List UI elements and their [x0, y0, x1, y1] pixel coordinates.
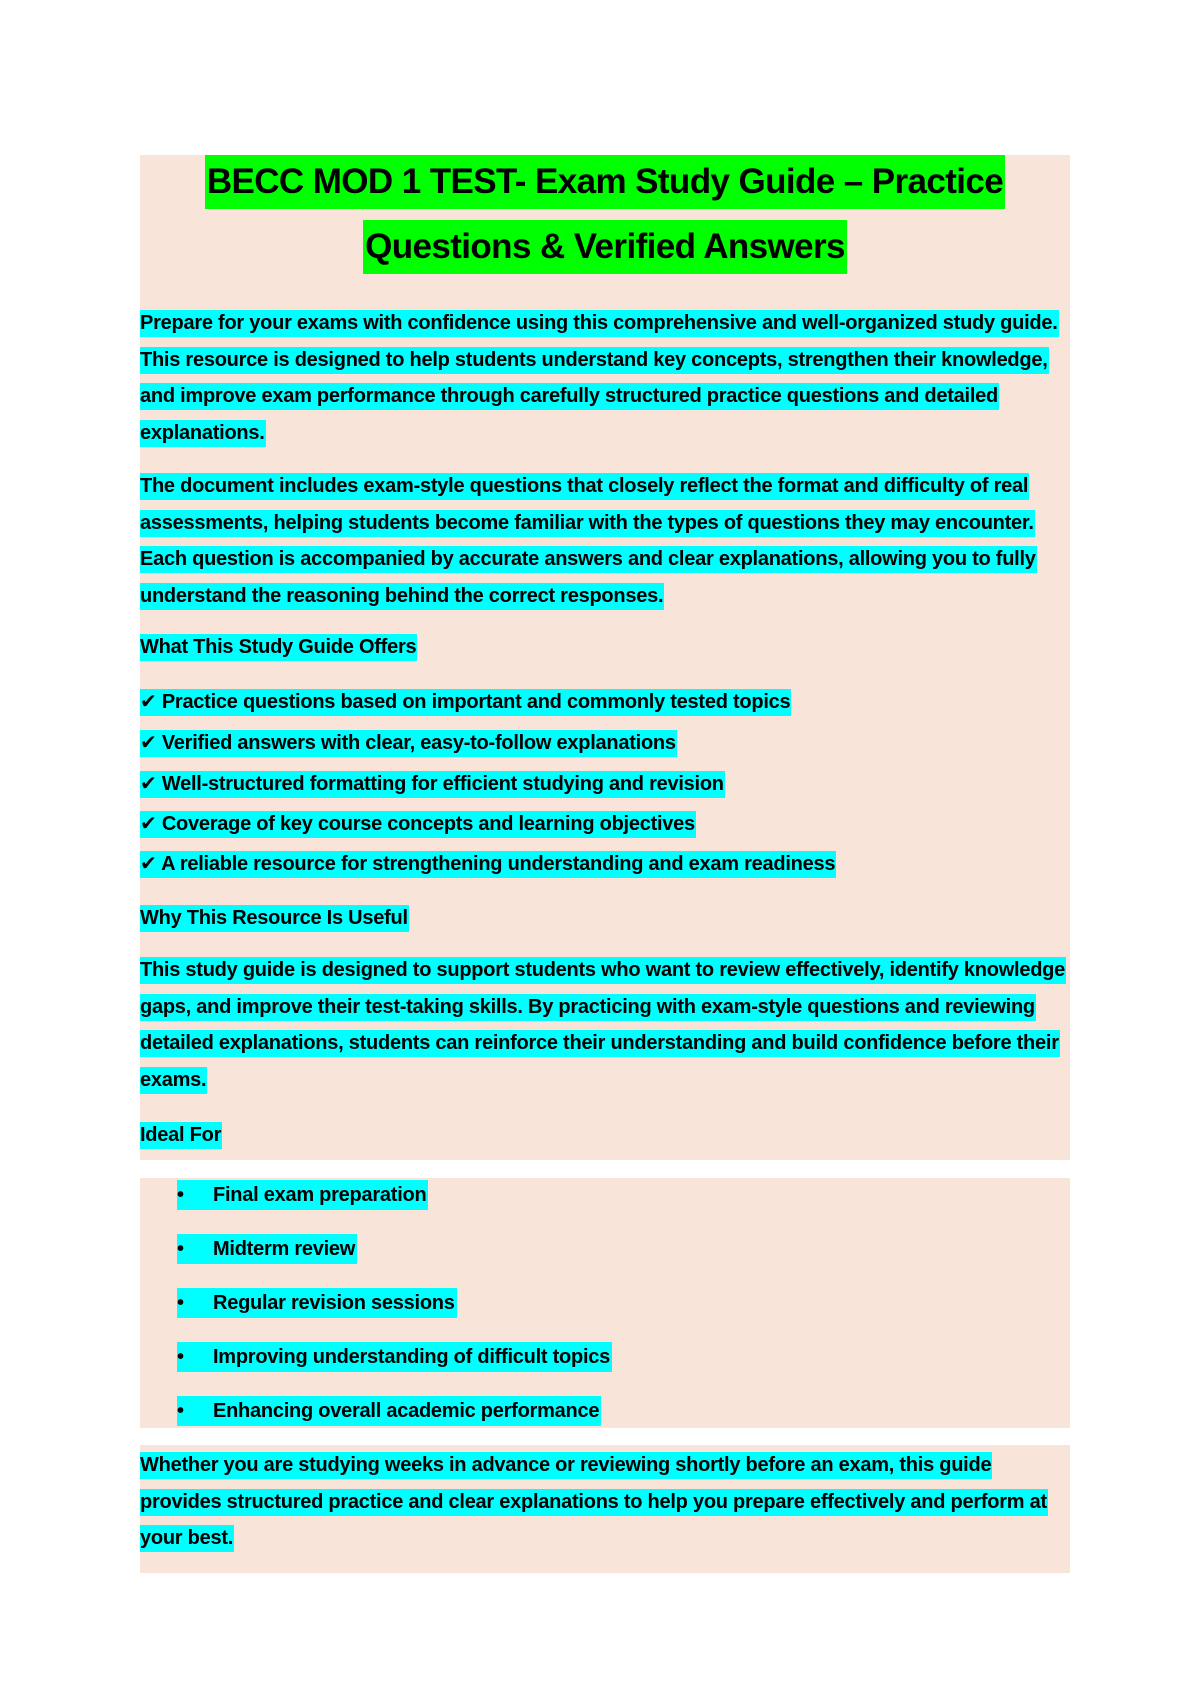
content-block-closing [140, 1445, 1070, 1573]
offers-item [140, 687, 791, 717]
ideal-heading-text: Ideal For [140, 1122, 222, 1149]
offers-item-text: ✔ Verified answers with clear, easy-to-follow explanations [140, 730, 677, 757]
offers-item-text: ✔ Practice questions based on important and commonly tested topics [140, 689, 791, 716]
ideal-list-item-text: Enhancing overall academic performance [213, 1400, 600, 1422]
offers-item [140, 728, 677, 758]
document-title-line-2: Questions & Verified Answers [363, 220, 847, 274]
document-title-line-1: BECC MOD 1 TEST- Exam Study Guide – Practice [205, 155, 1005, 209]
intro-paragraph-1-text: Prepare for your exams with confidence using this comprehensive and well-organized study guide. This resource is designed to help students understand key concepts, strengthen their knowledge, and improve exam performance through carefully structured practice questions and detailed explanations. [140, 310, 1059, 447]
bullet-dot: • [177, 1184, 184, 1206]
closing-paragraph-text: Whether you are studying weeks in advance or reviewing shortly before an exam, this guide provides structured practice and clear explanations to help you prepare effectively and perform at your best. [140, 1452, 1048, 1552]
bullet-dot: • [177, 1346, 184, 1368]
intro-paragraph-2 [140, 468, 1070, 615]
offers-item [140, 809, 696, 839]
ideal-list-item-text: Regular revision sessions [213, 1292, 455, 1314]
ideal-list-item-text: Midterm review [213, 1238, 356, 1260]
useful-paragraph-text: This study guide is designed to support students who want to review effectively, identify knowledge gaps, and improve their test-taking skills. By practicing with exam-style questions and reviewing detailed explanations, students can reinforce their understanding and build confidence before their exams. [140, 957, 1066, 1094]
ideal-list-item-text: Improving understanding of difficult topics [213, 1346, 611, 1368]
offers-heading-text: What This Study Guide Offers [140, 634, 417, 661]
bullet-dot: • [177, 1400, 184, 1422]
offers-item-text: ✔ A reliable resource for strengthening understanding and exam readiness [140, 851, 836, 878]
offers-heading [140, 632, 417, 662]
content-block-main [140, 155, 1070, 1160]
ideal-list-item-text: Final exam preparation [213, 1184, 427, 1206]
offers-item-text: ✔ Coverage of key course concepts and learning objectives [140, 811, 696, 838]
ideal-heading [140, 1120, 222, 1150]
intro-paragraph-2-text: The document includes exam-style questions that closely reflect the format and difficulty of real assessments, helping students become familiar with the types of questions they may encounter. Each question is accompanied by accurate answers and clear explanations, allowing you to fully understand the reasoning behind the correct responses. [140, 473, 1037, 610]
ideal-list-item [177, 1180, 428, 1210]
ideal-list-item [177, 1396, 601, 1426]
content-block-ideal-list [140, 1178, 1070, 1428]
offers-item [140, 769, 725, 799]
ideal-list-item [177, 1288, 457, 1318]
ideal-list-item [177, 1342, 612, 1372]
title-line-1 [140, 155, 1070, 209]
intro-paragraph-1 [140, 305, 1070, 452]
closing-paragraph [140, 1447, 1070, 1557]
useful-paragraph [140, 952, 1070, 1099]
ideal-list-item [177, 1234, 357, 1264]
title-line-2 [140, 220, 1070, 274]
offers-item [140, 849, 836, 879]
useful-heading [140, 903, 409, 933]
bullet-dot: • [177, 1292, 184, 1314]
bullet-dot: • [177, 1238, 184, 1260]
offers-item-text: ✔ Well-structured formatting for efficient studying and revision [140, 771, 725, 798]
useful-heading-text: Why This Resource Is Useful [140, 905, 409, 932]
